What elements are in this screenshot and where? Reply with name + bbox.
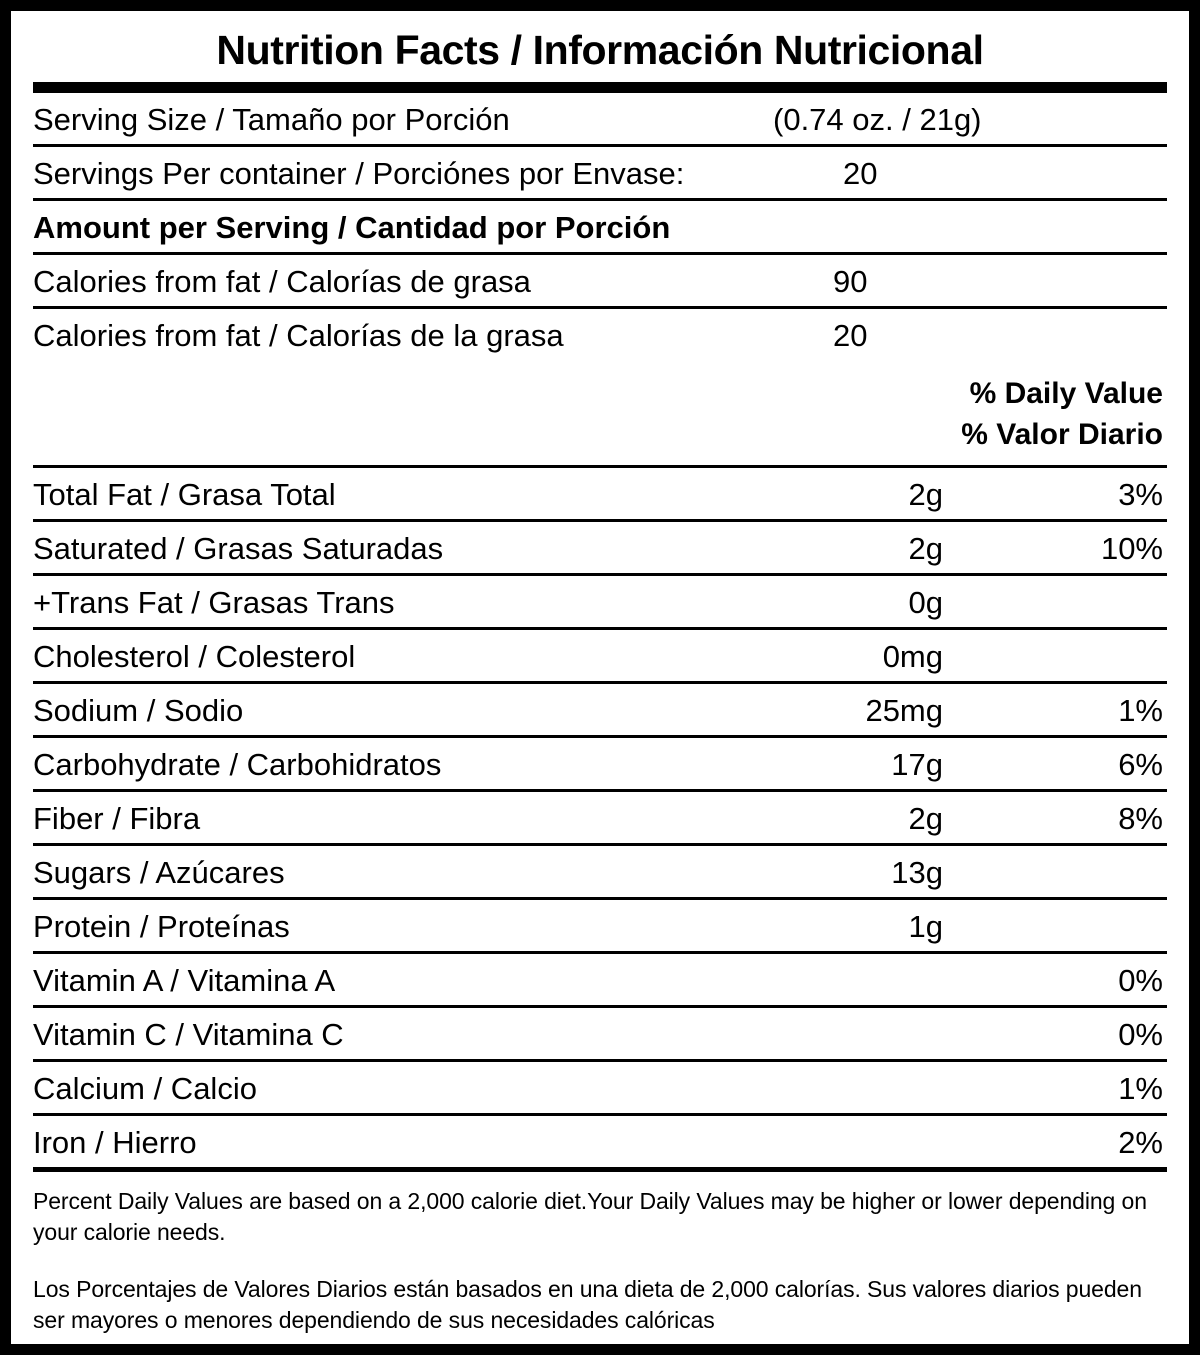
serving-size-label: Serving Size / Tamaño por Porción (33, 102, 510, 138)
nutrient-row (33, 630, 1167, 684)
nutrient-row (33, 900, 1167, 954)
nutrient-row (33, 792, 1167, 846)
divider-thick-top (33, 82, 1167, 93)
nutrient-dv: 0% (1118, 1017, 1163, 1053)
footnote-spanish: Los Porcentajes de Valores Diarios están basados en una dieta de 2,000 calorías. Sus valores diarios pueden ser mayores o menores dependiendo de sus necesidades calóricas (33, 1276, 1142, 1334)
nutrient-label: +Trans Fat / Grasas Trans (33, 585, 395, 621)
nutrient-label: Cholesterol / Colesterol (33, 639, 356, 675)
nutrient-label: Total Fat / Grasa Total (33, 477, 336, 513)
nutrient-amount: 25mg (865, 693, 943, 729)
nutrient-dv: 2% (1118, 1125, 1163, 1161)
nutrient-amount: 1g (908, 909, 943, 945)
nutrient-dv (943, 942, 1167, 951)
nutrient-amount: 2g (908, 801, 943, 837)
servings-per-container-value: 20 (843, 156, 878, 192)
nutrient-label: Carbohydrate / Carbohidratos (33, 747, 442, 783)
nutrient-row (33, 1062, 1167, 1116)
nutrient-amount: 0g (908, 585, 943, 621)
footnote-english: Percent Daily Values are based on a 2,000 calorie diet.Your Daily Values may be higher or lower depending on your calorie needs. (33, 1188, 1147, 1246)
nutrient-row (33, 846, 1167, 900)
daily-value-heading-en: % Daily Value (969, 377, 1163, 411)
servings-per-container-row (33, 147, 1167, 201)
nutrient-label: Sodium / Sodio (33, 693, 244, 729)
nutrient-dv (943, 888, 1167, 897)
nutrient-amount: 17g (891, 747, 943, 783)
nutrient-amount (733, 1158, 943, 1167)
nutrient-dv: 1% (1118, 693, 1163, 729)
nutrient-amount: 2g (908, 477, 943, 513)
nutrient-row (33, 954, 1167, 1008)
nutrient-amount (733, 1050, 943, 1059)
amount-per-serving-heading: Amount per Serving / Cantidad por Porción (33, 210, 671, 246)
nutrient-row (33, 684, 1167, 738)
nutrient-dv (943, 618, 1167, 627)
nutrient-row (33, 1116, 1167, 1172)
nutrient-label: Sugars / Azúcares (33, 855, 285, 891)
nutrient-row (33, 1008, 1167, 1062)
nutrient-label: Vitamin C / Vitamina C (33, 1017, 344, 1053)
nutrient-row (33, 576, 1167, 630)
nutrient-label: Fiber / Fibra (33, 801, 201, 837)
calories-row-1-label: Calories from fat / Calorías de grasa (33, 264, 531, 300)
nutrient-dv: 0% (1118, 963, 1163, 999)
amount-per-serving-heading-row (33, 201, 1167, 255)
calories-row-1 (33, 255, 1167, 309)
nutrient-row (33, 522, 1167, 576)
nutrient-label: Iron / Hierro (33, 1125, 197, 1161)
nutrient-row (33, 468, 1167, 522)
nutrient-dv: 3% (1118, 477, 1163, 513)
nutrient-amount: 13g (891, 855, 943, 891)
nutrient-dv (943, 672, 1167, 681)
serving-size-row (33, 93, 1167, 147)
nutrient-amount: 0mg (882, 639, 943, 675)
nutrient-amount: 2g (908, 531, 943, 567)
calories-row-2-label: Calories from fat / Calorías de la grasa (33, 318, 564, 354)
servings-per-container-label: Servings Per container / Porciónes por Envase: (33, 156, 685, 192)
page-title: Nutrition Facts / Información Nutricional (216, 27, 984, 73)
serving-size-value: (0.74 oz. / 21g) (773, 102, 982, 138)
nutrient-amount (733, 996, 943, 1005)
calories-row-2-value: 20 (833, 318, 868, 354)
nutrient-label: Vitamin A / Vitamina A (33, 963, 336, 999)
nutrient-dv: 6% (1118, 747, 1163, 783)
nutrient-amount (733, 1104, 943, 1113)
daily-value-heading-es: % Valor Diario (961, 417, 1163, 451)
nutrient-dv: 1% (1118, 1071, 1163, 1107)
nutrient-label: Saturated / Grasas Saturadas (33, 531, 444, 567)
nutrient-label: Calcium / Calcio (33, 1071, 257, 1107)
nutrient-dv: 8% (1118, 801, 1163, 837)
nutrient-row (33, 738, 1167, 792)
daily-value-heading-block (33, 360, 1167, 468)
nutrient-dv: 10% (1100, 531, 1163, 567)
calories-row-2 (33, 309, 1167, 360)
nutrient-label: Protein / Proteínas (33, 909, 290, 945)
calories-row-1-value: 90 (833, 264, 868, 300)
